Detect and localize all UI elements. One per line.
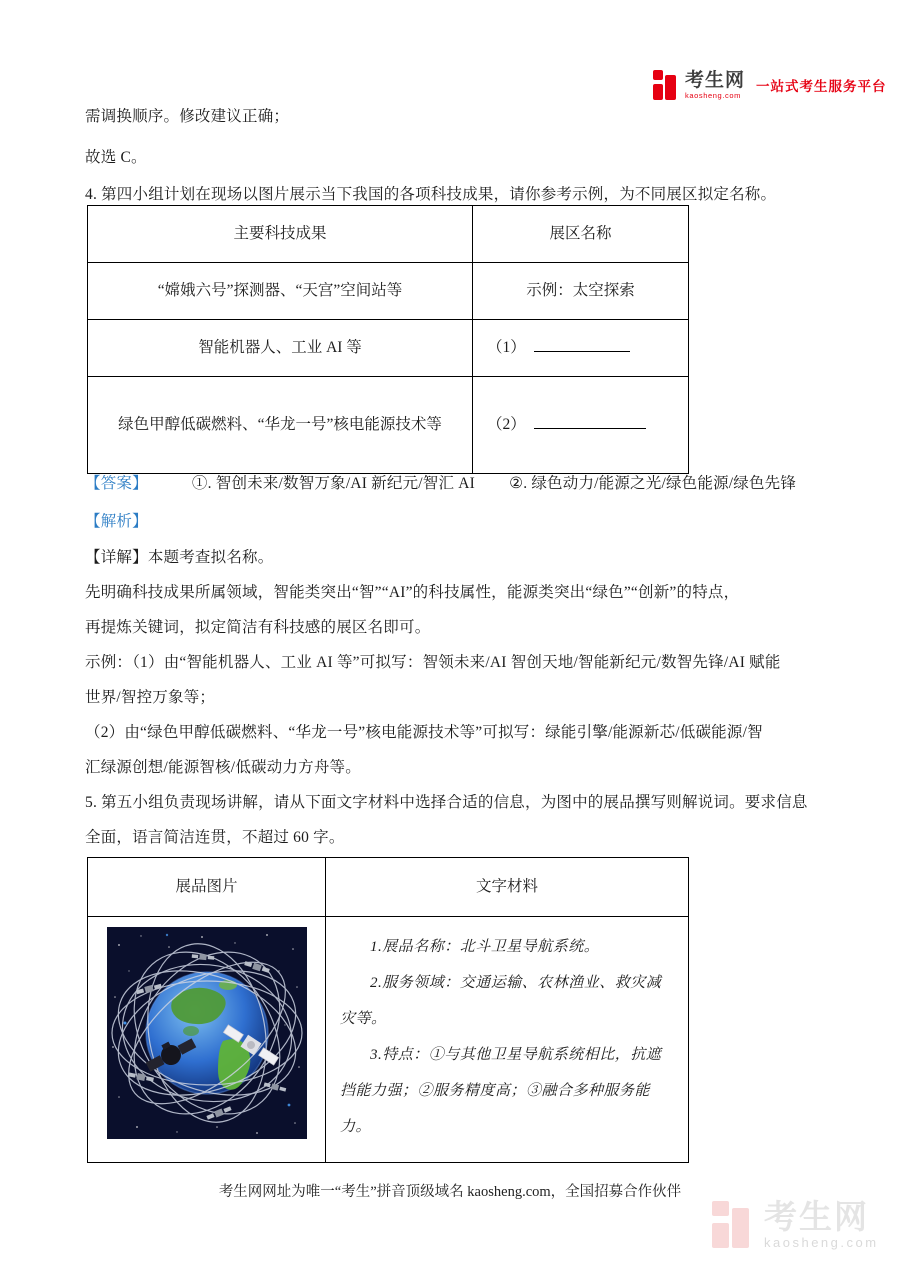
material-paragraph-2: 2.服务领域：交通运输、农林渔业、救灾减灾等。 bbox=[340, 975, 662, 1027]
explain-line: 示例：（1）由“智能机器人、工业 AI 等”可拟写：智领未来/AI 智创天地/智能新纪元/数智先锋/AI 赋能 bbox=[85, 654, 781, 671]
fill-in-blank-line bbox=[534, 338, 630, 352]
explain-line: 先明确科技成果所属领域，智能类突出“智”“AI”的科技属性，能源类突出“绿色”“创新”的特点， bbox=[85, 584, 740, 601]
kaosheng-header-logo bbox=[653, 70, 887, 100]
tech-achievement-table bbox=[87, 205, 689, 474]
material-paragraph-3: 3.特点：①与其他卫星导航系统相比，抗遮挡能力强；②服务精度高；③融合多种服务能力。 bbox=[340, 1047, 662, 1135]
table-cell: 示例：太空探索 bbox=[473, 263, 689, 320]
table-row bbox=[88, 206, 689, 263]
question-4-text: 4. 第四小组计划在现场以图片展示当下我国的各项科技成果，请你参考示例，为不同展区拟定名称。 bbox=[85, 186, 777, 203]
exhibit-image-cell bbox=[88, 917, 326, 1163]
table-cell: 绿色甲醇低碳燃料、“华龙一号”核电能源技术等 bbox=[88, 377, 473, 474]
detail-line bbox=[85, 545, 273, 567]
blank-answer-cell-1 bbox=[473, 320, 689, 377]
kaosheng-logo-icon bbox=[653, 70, 680, 100]
paragraph-intro-1: 需调换顺序。修改建议正确； bbox=[85, 108, 290, 125]
table-row bbox=[88, 858, 689, 917]
question-5-text-line-2: 全面，语言简洁连贯，不超过 60 字。 bbox=[85, 829, 345, 846]
table-cell: “嫦娥六号”探测器、“天宫”空间站等 bbox=[88, 263, 473, 320]
detail-text: 本题考查拟名称。 bbox=[147, 549, 274, 566]
table-header-cell: 主要科技成果 bbox=[88, 206, 473, 263]
fill-in-blank-line bbox=[534, 415, 646, 429]
blank-label: （2） bbox=[487, 416, 526, 433]
table-row bbox=[88, 377, 689, 474]
analysis-label: 【解析】 bbox=[85, 513, 148, 530]
table-header-cell: 展区名称 bbox=[473, 206, 689, 263]
kaosheng-watermark-logo-icon bbox=[712, 1201, 756, 1249]
table-row bbox=[88, 263, 689, 320]
material-paragraph-1: 1.展品名称：北斗卫星导航系统。 bbox=[370, 939, 600, 955]
watermark-text: 考生网 bbox=[764, 1198, 869, 1235]
blank-label: （1） bbox=[487, 339, 526, 356]
logo-tagline: 一站式考生服务平台 bbox=[756, 79, 887, 94]
blank-answer-cell-2 bbox=[473, 377, 689, 474]
explain-line: 再提炼关键词，拟定简洁有科技感的展区名即可。 bbox=[85, 619, 431, 636]
answer-part-2: ②. 绿色动力/能源之光/绿色能源/绿色先锋 bbox=[509, 475, 797, 492]
question-5-text-line-1: 5. 第五小组负责现场讲解，请从下面文字材料中选择合适的信息，为图中的展品撰写则解说词。要求信息 bbox=[85, 794, 808, 811]
explain-line: 汇绿源创想/能源智核/低碳动力方舟等。 bbox=[85, 759, 361, 776]
table-header-cell: 展品图片 bbox=[88, 858, 326, 917]
material-text-cell bbox=[326, 917, 689, 1163]
explain-line: 世界/智控万象等； bbox=[85, 689, 216, 706]
table-header-cell: 文字材料 bbox=[326, 858, 689, 917]
answer-part-1: ①. 智创未来/数智万象/AI 新纪元/智汇 AI bbox=[191, 475, 476, 492]
table-row bbox=[88, 320, 689, 377]
watermark-domain: kaosheng.com bbox=[764, 1235, 879, 1250]
exhibit-material-table bbox=[87, 857, 689, 1163]
logo-text: 考生网 bbox=[685, 69, 746, 91]
answer-line bbox=[85, 471, 796, 493]
kaosheng-watermark bbox=[712, 1200, 879, 1249]
beidou-satellite-globe-image bbox=[107, 927, 307, 1139]
paragraph-intro-2: 故选 C。 bbox=[85, 149, 147, 166]
logo-domain: kaosheng.com bbox=[685, 90, 741, 100]
footer-text: 考生网网址为唯一“考生”拼音顶级域名 kaosheng.com，全国招募合作伙伴 bbox=[218, 1184, 682, 1200]
table-cell: 智能机器人、工业 AI 等 bbox=[88, 320, 473, 377]
table-row bbox=[88, 917, 689, 1163]
detail-label: 【详解】 bbox=[85, 549, 148, 566]
answer-label: 【答案】 bbox=[85, 475, 148, 492]
explain-line: （2）由“绿色甲醇低碳燃料、“华龙一号”核电能源技术等”可拟写：绿能引擎/能源新芯/低碳能源/智 bbox=[85, 724, 763, 741]
